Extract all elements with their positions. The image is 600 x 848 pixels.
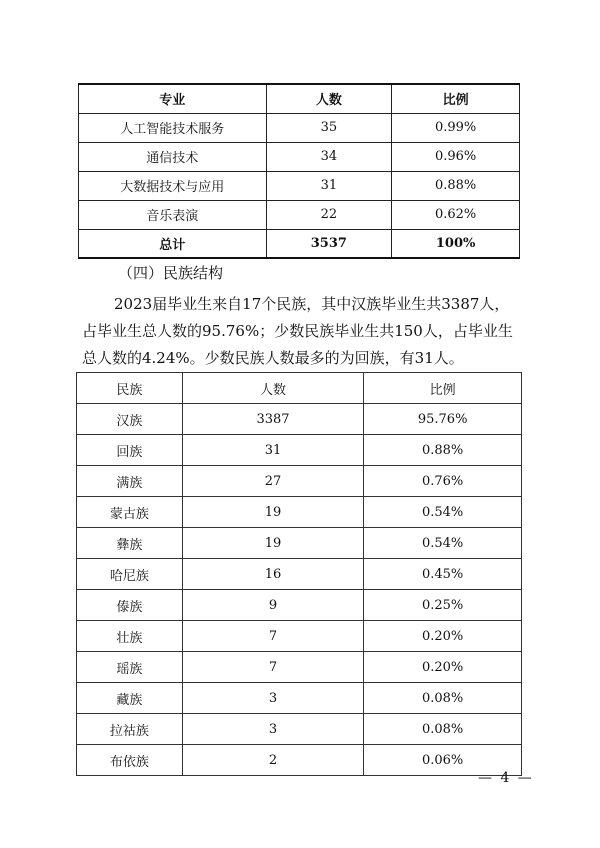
cell-ratio: 0.20% — [364, 621, 522, 652]
cell-ratio: 0.76% — [364, 466, 522, 497]
table-row — [79, 171, 520, 200]
paragraph-text: 2023届毕业生来自17个民族，其中汉族毕业生共3387人，占毕业生总人数的95.76%；少数民族毕业生共150人，占毕业生总人数的4.24%。少数民族人数最多的为回族，有31人。 — [82, 295, 513, 367]
header-count: 人数 — [266, 84, 392, 113]
cell-count: 16 — [182, 559, 364, 590]
header-count: 人数 — [182, 373, 364, 404]
header-ethnicity: 民族 — [77, 373, 183, 404]
cell-ratio: 0.88% — [364, 435, 522, 466]
table-row — [77, 559, 522, 590]
cell-count: 27 — [182, 466, 364, 497]
table-header-row — [79, 84, 520, 113]
cell-ethnicity: 满族 — [77, 466, 183, 497]
cell-ethnicity: 汉族 — [77, 404, 183, 435]
cell-count: 9 — [182, 590, 364, 621]
cell-count: 31 — [182, 435, 364, 466]
cell-ethnicity: 彝族 — [77, 528, 183, 559]
table-row — [77, 714, 522, 745]
cell-ethnicity: 蒙古族 — [77, 497, 183, 528]
cell-count: 34 — [266, 142, 392, 171]
table-row — [77, 621, 522, 652]
cell-ratio: 0.99% — [392, 113, 520, 142]
cell-ethnicity: 瑶族 — [77, 652, 183, 683]
cell-ratio: 0.08% — [364, 714, 522, 745]
total-label: 总计 — [79, 229, 267, 258]
cell-count: 19 — [182, 528, 364, 559]
header-ratio: 比例 — [364, 373, 522, 404]
cell-major: 大数据技术与应用 — [79, 171, 267, 200]
cell-ethnicity: 壮族 — [77, 621, 183, 652]
cell-ratio: 0.20% — [364, 652, 522, 683]
cell-count: 19 — [182, 497, 364, 528]
table-header-row — [77, 373, 522, 404]
cell-major: 人工智能技术服务 — [79, 113, 267, 142]
cell-ethnicity: 藏族 — [77, 683, 183, 714]
table-row — [77, 683, 522, 714]
cell-major: 音乐表演 — [79, 200, 267, 229]
cell-ethnicity: 傣族 — [77, 590, 183, 621]
table-row — [79, 200, 520, 229]
cell-ratio: 95.76% — [364, 404, 522, 435]
cell-ratio: 0.54% — [364, 497, 522, 528]
cell-ratio: 0.06% — [364, 745, 522, 776]
cell-ratio: 0.45% — [364, 559, 522, 590]
cell-count: 2 — [182, 745, 364, 776]
cell-count: 35 — [266, 113, 392, 142]
table-row — [77, 466, 522, 497]
header-major: 专业 — [79, 84, 267, 113]
total-ratio: 100% — [392, 229, 520, 258]
table-row — [79, 113, 520, 142]
table-row — [77, 745, 522, 776]
table-row — [77, 652, 522, 683]
cell-ratio: 0.62% — [392, 200, 520, 229]
cell-ethnicity: 布依族 — [77, 745, 183, 776]
majors-table — [78, 83, 520, 259]
section-heading: （四）民族结构 — [118, 264, 224, 282]
cell-ratio: 0.08% — [364, 683, 522, 714]
cell-ratio: 0.88% — [392, 171, 520, 200]
table-row — [79, 142, 520, 171]
cell-ratio: 0.96% — [392, 142, 520, 171]
cell-count: 3 — [182, 714, 364, 745]
cell-count: 31 — [266, 171, 392, 200]
table-row — [77, 590, 522, 621]
cell-ratio: 0.54% — [364, 528, 522, 559]
cell-count: 3387 — [182, 404, 364, 435]
table-row — [77, 404, 522, 435]
total-count: 3537 — [266, 229, 392, 258]
cell-count: 3 — [182, 683, 364, 714]
body-paragraph — [82, 291, 522, 372]
cell-major: 通信技术 — [79, 142, 267, 171]
page-number: — 4 — — [478, 770, 534, 786]
ethnic-table — [76, 372, 522, 776]
cell-ethnicity: 哈尼族 — [77, 559, 183, 590]
header-ratio: 比例 — [392, 84, 520, 113]
table-row — [77, 497, 522, 528]
table-row — [77, 528, 522, 559]
table-row — [77, 435, 522, 466]
table-total-row — [79, 229, 520, 258]
cell-count: 7 — [182, 652, 364, 683]
cell-count: 7 — [182, 621, 364, 652]
cell-ethnicity: 回族 — [77, 435, 183, 466]
cell-ratio: 0.25% — [364, 590, 522, 621]
cell-count: 22 — [266, 200, 392, 229]
cell-ethnicity: 拉祜族 — [77, 714, 183, 745]
